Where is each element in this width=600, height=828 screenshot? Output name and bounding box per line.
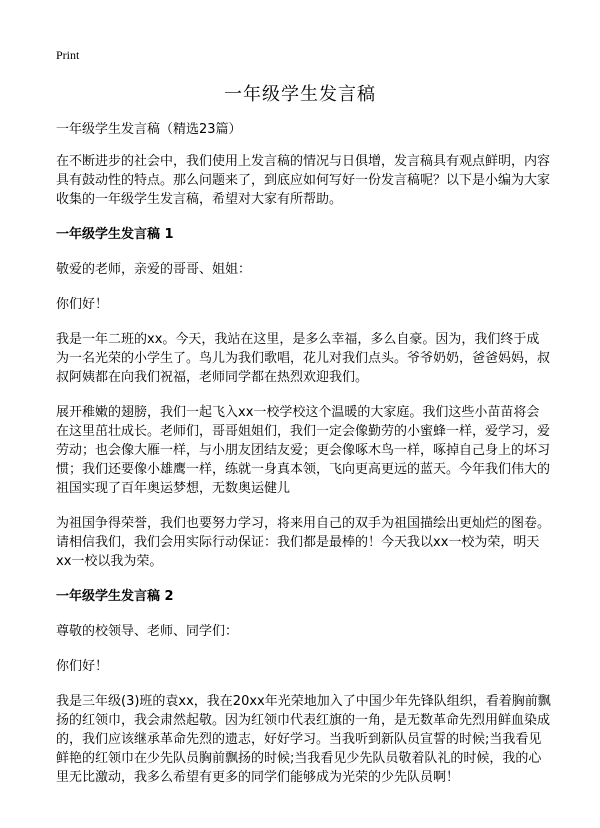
section-1-paragraph: 我是一年二班的xx。今天，我站在这里，是多么幸福，多么自豪。因为，我们终于成为一名光荣的小学生了。鸟儿为我们歌唱，花儿对我们点头。爷爷奶奶，爸爸妈妈，叔叔阿姨都在向我们祝福，老师同学都在热烈欢迎我们。: [56, 332, 551, 385]
section-1-paragraph: 展开稚嫩的翅膀，我们一起飞入xx一校学校这个温暖的大家庭。我们这些小苗苗将会在这里茁壮成长。老师们，哥哥姐姐们，我们一定会像勤劳的小蜜蜂一样，爱学习，爱劳动；也会像大雁一样，与小朋友团结友爱；更会像啄木鸟一样，啄掉自己身上的坏习惯；我们还要像小雄鹰一样，练就一身真本领，飞向更高更远的蓝天。今年我们伟大的祖国实现了百年奥运梦想，无数奥运健儿: [56, 405, 551, 496]
document-body: [56, 120, 552, 803]
section-1-greeting: 敬爱的老师，亲爱的哥哥、姐姐：: [56, 262, 252, 277]
page-title: 一年级学生发言稿: [224, 84, 376, 105]
section-1-hello: 你们好！: [56, 297, 109, 312]
document-subtitle: 一年级学生发言稿（精选23篇）: [56, 122, 242, 137]
intro-paragraph: 在不断进步的社会中，我们使用上发言稿的情况与日俱增，发言稿具有观点鲜明，内容具有鼓动性的特点。那么问题来了，到底应如何写好一份发言稿呢？以下是小编为大家收集的一年级学生发言稿，希望对大家有所帮助。: [56, 154, 551, 207]
print-link[interactable]: Print: [56, 48, 80, 62]
section-heading-2: 一年级学生发言稿 2: [56, 589, 174, 604]
section-2-paragraph: 我是三年级(3)班的袁xx，我在20xx年光荣地加入了中国少年先锋队组织，看着胸前飘扬的红领巾，我会肃然起敬。因为红领巾代表红旗的一角，是无数革命先烈用鲜血染成的，我们应该继承革命先烈的遗志，好好学习。当我听到新队员宣誓的时候;当我看见鲜艳的红领巾在少先队员胸前飘扬的时候;当我看见少先队员敬着队礼的时候，我的心里无比激动，我多么希望有更多的同学们能够成为光荣的少先队员啊！: [56, 694, 551, 785]
section-heading-1: 一年级学生发言稿 1: [56, 227, 174, 242]
section-2-greeting: 尊敬的校领导、老师、同学们：: [56, 624, 239, 639]
section-2-hello: 你们好！: [56, 659, 109, 674]
section-1-paragraph: 为祖国争得荣誉，我们也要努力学习，将来用自己的双手为祖国描绘出更灿烂的图卷。请相信我们，我们会用实际行动保证：我们都是最棒的！今天我以xx一校为荣，明天xx一校以我为荣。: [56, 516, 551, 569]
